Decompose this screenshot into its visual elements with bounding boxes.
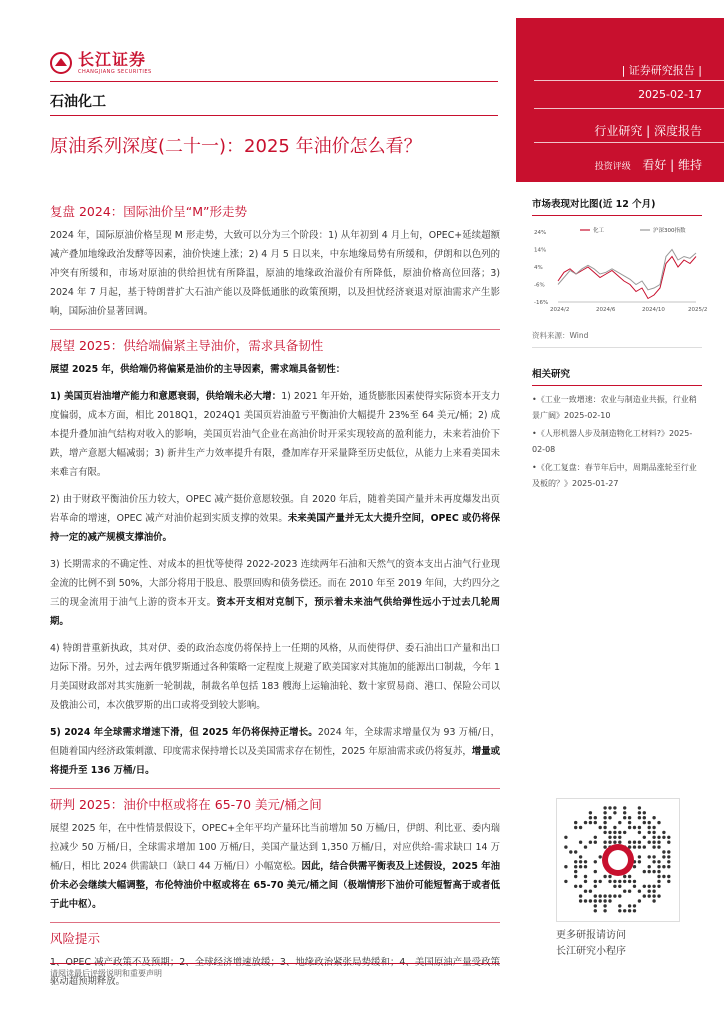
review-paragraph: 2024 年，国际原油价格呈现 M 形走势，大致可以分为三个阶段：1) 从年初到 4 月上旬，OPEC+延续超额减产叠加地缘政治发酵等因素，油价快速上涨；2) 4 月 5 日以来，中东地缘局势有所缓和，伊朗和以色列的冲突有所缓和，市场对原油的供给担忧有所降温，原油的地缘政治溢价有所降低，原油价格高位回落；3) 2024 年 7 月起，基于特朗普扩大石油产能以及降低通胀的政策预期，以及担忧经济衰退对原油需求产生影响，国际油价显著回调。: [50, 230, 500, 317]
qr-caption: [556, 928, 626, 960]
logo-icon: [50, 52, 72, 74]
rating-label: 投资评级: [594, 162, 631, 172]
chart-x-tick: 2024/2: [550, 307, 570, 313]
outlook-item-2-text: 2) 由于财政平衡油价压力较大，OPEC 减产挺价意愿较强。自 2020 年后，随着美国产量并未再度爆发出页岩革命的增速，OPEC 减产对油价起到实质支撑的效果。: [50, 494, 500, 524]
report-info-panel: [516, 18, 724, 182]
panel-divider: [534, 108, 724, 109]
rating-row: [595, 156, 702, 173]
outlook-item-1: [50, 387, 500, 482]
company-logo: [50, 50, 210, 76]
header-divider: [50, 81, 498, 82]
chart-y-tick: 4%: [534, 265, 543, 271]
report-date: 2025-02-17: [638, 88, 702, 101]
outlook-item-3: [50, 555, 500, 631]
outlook-item-4: [50, 639, 500, 715]
section-divider: [50, 922, 500, 923]
logo-name-cn: 长江证券: [78, 49, 147, 69]
qr-code[interactable]: [556, 798, 680, 922]
market-chart: [532, 224, 708, 320]
chart-x-tick: 2024/10: [642, 307, 665, 313]
industry-label: 石油化工: [50, 94, 106, 110]
chart-y-tick: 14%: [534, 247, 547, 254]
section-heading-review: 复盘 2024：国际油价呈“M”形走势: [50, 204, 248, 219]
chart-x-tick: 2025/2: [688, 307, 708, 313]
outlook-item-2: [50, 490, 500, 547]
related-research-title: 相关研究: [532, 366, 702, 386]
section-divider: [50, 788, 500, 789]
forecast-tail: 因此，结合供需平衡表及上述假设，2025 年油价未必会继续大幅调整，布伦特油价中枢或将在 65-70 美元/桶之间（极端情形下油价可能短暂高于或者低于此中枢）。: [50, 861, 501, 910]
outlook-item-5-bold: 5) 2024 年全球需求增速下滑，但 2025 年仍将保持正增长。: [50, 727, 318, 738]
qr-caption-line-2: 长江研究小程序: [556, 946, 626, 957]
related-item[interactable]: •《化工复盘：春节年后中，周期品涨轮至行业及板的？》2025-01-27: [532, 463, 697, 488]
rating-value: 看好 | 维持: [642, 158, 702, 172]
industry-divider: [50, 115, 498, 116]
report-title: 原油系列深度(二十一)：2025 年油价怎么看？: [50, 136, 422, 157]
report-type: | 证券研究报告 |: [621, 64, 702, 77]
outlook-item-3-text: 3) 长期需求的不确定性、对成本的担忧等使得 2022-2023 连续两年石油和天然气的资本支出占油气行业现金流的比例不到 50%，大部分将用于股息、股票回购和债务偿还。而在 2010 年至 2019 年间，大约四分之三的现金流用于油气上游的资本开支。: [50, 559, 500, 608]
report-category: 行业研究 | 深度报告: [594, 124, 702, 138]
chart-svg: [532, 224, 708, 320]
chart-y-tick: 24%: [534, 230, 547, 236]
panel-divider: [534, 80, 724, 81]
outlook-item-5-tail: 增量或将提升至 136 万桶/日。: [50, 746, 500, 776]
panel-divider: [534, 142, 724, 143]
outlook-item-3-tail: 资本开支相对克制下，预示着未来油气供给弹性远小于过去几轮周期。: [50, 597, 500, 627]
outlook-item-5: [50, 723, 500, 780]
outlook-lead: [50, 360, 500, 379]
chart-legend-label: 化工: [593, 228, 605, 234]
outlook-lead-text: 展望 2025 年，供给端仍将偏紧是油价的主导因素，需求端具备韧性：: [50, 364, 346, 375]
chart-y-tick: -16%: [534, 300, 549, 306]
related-research-list: [532, 392, 702, 492]
related-item[interactable]: •《人形机器人步及制造物化工材料?》2025-02-08: [532, 429, 693, 454]
outlook-item-1-text: 1) 2021 年开始，通货膨胀因素使得实际资本开支力度偏弱，成本方面，相比 2018Q1，2024Q1 美国页岩油盈亏平衡油价大幅提升 23%至 64 美元/桶；2) 成本提升叠加油气结构对收入的影响，美国页岩油气企业在高油价时开采实现较高的盈利能力，未来若油价下跌，增产意愿大幅减弱；3) 新井生产力效率提升有限，叠加库存开采量降至历史低位，从能力上来看美国未来难言有限。: [50, 391, 500, 478]
outlook-item-4-text: 4) 特朗普重新执政，其对伊、委的政治态度仍将保持上一任期的风格，从而使得伊、委石油出口产量和出口边际下滑。另外，过去两年俄罗斯通过各种策略一定程度上规避了欧美国家对其施加的能源出口制裁，今年 1 月美国财政部对其实施新一轮制裁，制裁名单包括 183 艘海上运输油轮、数十家贸易商、港口、保险公司以及俄油公司，本次俄罗斯的出口或将受到较大影响。: [50, 643, 500, 711]
qr-code-image: [557, 799, 679, 921]
outlook-item-1-bold: 1) 美国页岩油增产能力和意愿衰弱，供给端未必大增：: [50, 391, 282, 402]
outlook-item-5-text: 2024 年，全球需求增量仅为 93 万桶/日，但随着国内经济政策刺激、印度需求保持增长以及美国需求存在韧性，2025 年原油需求或仍将复苏，: [50, 727, 500, 757]
outlook-item-2-tail: 未来美国产量并无太大提升空间，OPEC 或仍将保持一定的减产规模支撑油价。: [50, 513, 501, 543]
chart-x-tick: 2024/6: [596, 307, 616, 313]
chart-y-tick: -6%: [534, 282, 545, 289]
sidebar: [532, 196, 708, 494]
risk-paragraph: 驱动超预期释放。: [50, 976, 126, 987]
section-divider: [50, 329, 500, 330]
chart-legend-label: 沪深300指数: [653, 228, 686, 234]
chart-title: 市场表现对比图(近 12 个月): [532, 196, 702, 216]
qr-caption-line-1: 更多研报请访问: [556, 930, 626, 941]
logo-name-en: CHANGJIANG SECURITIES: [78, 68, 152, 75]
forecast-paragraph: [50, 819, 500, 914]
main-content: [50, 196, 500, 999]
section-heading-forecast: 研判 2025：油价中枢或将在 65-70 美元/桶之间: [50, 797, 322, 812]
forecast-text: 展望 2025 年，在中性情景假设下，OPEC+全年平均产量环比当前增加 50 万桶/日，伊朗、利比亚、委内瑞拉减少 50 万桶/日，全球需求增加 100 万桶/日，美国产量达到 1,350 万桶/日，对应供给-需求缺口 14 万桶/日，相比 2024 供需缺口（缺口 44 万桶/日）小幅宽松。: [50, 823, 500, 872]
chart-series-line: [558, 250, 696, 290]
section-heading-risk: 风险提示: [50, 931, 101, 946]
section-heading-outlook: 展望 2025：供给端偏紧主导油价，需求具备韧性: [50, 338, 324, 353]
related-item[interactable]: •《工业一致增速：农业与制造业共振，行业稍景广阔》2025-02-10: [532, 395, 697, 420]
footer-divider: [50, 963, 500, 964]
footer-note: 请阅读最后评级说明和重要声明: [50, 969, 162, 978]
chart-source: 资料来源：Wind: [532, 330, 702, 348]
